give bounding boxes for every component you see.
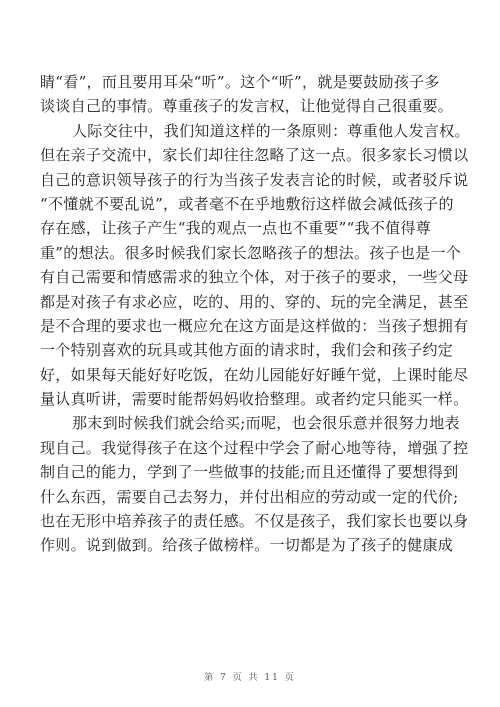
text-line: 自己的意识领导孩子的行为当孩子发表言论的时候，或者驳斥说 xyxy=(40,170,469,189)
text-line: 谈谈自己的事情。尊重孩子的发言权，让他觉得自己很重要。 xyxy=(40,97,454,116)
text-line: 人际交往中，我们知道这样的一条原则：尊重他人发言权。 xyxy=(72,121,470,140)
page-footer: 第 7 页 共 11 页 xyxy=(204,673,296,683)
text-line: 存在感，让孩子产生“我的观点一点也不重要”“我不值得尊 xyxy=(40,219,432,238)
paragraph xyxy=(40,70,466,119)
text-line: 也在无形中培养孩子的责任感。不仅是孩子，我们家长也要以身 xyxy=(40,512,469,531)
text-line: 有自己需要和情感需求的独立个体，对于孩子的要求，一些父母 xyxy=(40,268,469,287)
paragraph xyxy=(40,119,470,412)
text-line: 但在亲子交流中，家长们却往往忽略了这一点。很多家长习惯以 xyxy=(40,146,469,165)
text-line: 重”的想法。很多时候我们家长忽略孩子的想法。孩子也是一个 xyxy=(40,243,462,262)
text-line: 一个特别喜欢的玩具或其他方面的请求时，我们会和孩子约定 xyxy=(40,341,454,360)
text-line: 是不合理的要求也一概应允在这方面是这样做的：当孩子想拥有 xyxy=(40,316,469,335)
text-line: 好，如果每天能好好吃饭，在幼儿园能好好睡午觉，上课时能尽 xyxy=(40,365,469,384)
text-line: 什么东西，需要自己去努力，并付出相应的劳动或一定的代价; xyxy=(40,487,459,506)
text-line: 制自己的能力，学到了一些做事的技能;而且还懂得了要想得到 xyxy=(40,463,459,482)
text-line: 量认真听讲，需要时能帮妈妈收拾整理。或者约定只能买一样。 xyxy=(40,390,469,409)
text-line: 都是对孩子有求必应，吃的、用的、穿的、玩的完全满足，甚至 xyxy=(40,292,469,311)
document-body xyxy=(40,70,470,558)
text-line: 睛“看”，而且要用耳朵“听”。这个“听”，就是要鼓励孩子多 xyxy=(40,73,440,91)
text-line: 作则。说到做到。给孩子做榜样。一切都是为了孩子的健康成 xyxy=(40,536,454,555)
paragraph xyxy=(40,411,469,557)
text-line: 现自己。我觉得孩子在这个过程中学会了耐心地等待，增强了控 xyxy=(40,438,469,457)
text-line: 那末到时候我们就会给买;而呢，也会很乐意并很努力地表 xyxy=(72,414,460,433)
text-line: “不懂就不要乱说”，或者毫不在乎地敷衍这样做会减低孩子的 xyxy=(40,194,454,213)
